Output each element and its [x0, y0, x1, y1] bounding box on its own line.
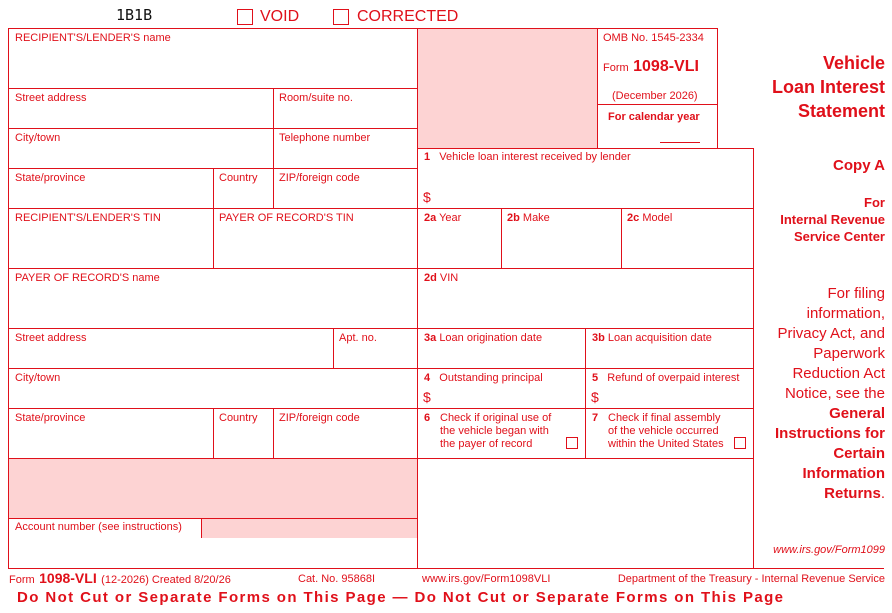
form-name: 1098-VLI: [633, 58, 699, 75]
box3a-label: 3a Loan origination date: [424, 332, 543, 344]
payer-state-label: State/province: [15, 412, 86, 424]
account-number-label: Account number (see instructions): [15, 521, 182, 533]
box7-label: [608, 412, 724, 451]
shaded-area-left: [9, 458, 417, 518]
box1-dollar: $: [423, 189, 431, 205]
void-label: VOID: [260, 8, 300, 25]
revision-date: (December 2026): [612, 90, 698, 102]
title-line: Statement: [797, 101, 885, 121]
form-prefix: Form: [603, 62, 629, 74]
note-line: Certain: [833, 445, 885, 462]
recipient-country-label: Country: [219, 172, 258, 184]
irs-form-url[interactable]: www.irs.gov/Form1099: [773, 544, 885, 556]
box6-checkbox[interactable]: [566, 437, 578, 449]
shaded-area-top: [418, 29, 597, 148]
note-line: Returns.: [824, 485, 885, 502]
title-line: Vehicle: [822, 53, 885, 73]
box2b-label: 2b Make: [507, 212, 550, 224]
footer-url[interactable]: www.irs.gov/Form1098VLI: [422, 573, 551, 585]
payer-zip-label: ZIP/foreign code: [279, 412, 360, 424]
omb-number: OMB No. 1545-2334: [603, 32, 704, 44]
form-code: 1B1B: [116, 6, 153, 24]
telephone-label: Telephone number: [279, 132, 371, 144]
payer-country-label: Country: [219, 412, 258, 424]
calendar-year-label: For calendar year: [608, 111, 700, 123]
box2d-label: 2d VIN: [424, 272, 459, 284]
catalog-number: Cat. No. 95868I: [298, 573, 376, 585]
payer-name-label: PAYER OF RECORD'S name: [15, 272, 160, 284]
note-line: Privacy Act, and: [777, 325, 885, 342]
footer-created: (12-2026) Created 8/20/26: [101, 574, 231, 586]
note-line: Notice, see the: [784, 385, 885, 402]
recipient-state-label: State/province: [15, 172, 86, 184]
form-id-header: [603, 58, 699, 76]
payer-tin-label: PAYER OF RECORD'S TIN: [219, 212, 354, 224]
box6-label: [440, 412, 551, 451]
department-label: Department of the Treasury - Internal Revenue Service: [617, 573, 885, 585]
copy-label: Copy A: [833, 157, 885, 174]
box2a-label: 2a Year: [424, 212, 462, 224]
box7-line: of the vehicle occurred: [608, 425, 719, 437]
note-line: Reduction Act: [792, 365, 885, 382]
recipient-name-label: RECIPIENT'S/LENDER'S name: [15, 32, 171, 44]
void-checkbox[interactable]: [237, 9, 253, 25]
dest-line: Internal Revenue: [780, 212, 885, 227]
payer-street-label: Street address: [15, 332, 87, 344]
box3b-label: 3b Loan acquisition date: [592, 332, 712, 344]
recipient-zip-label: ZIP/foreign code: [279, 172, 360, 184]
footer-form-prefix: Form: [9, 574, 35, 586]
box6-line: Check if original use of: [440, 412, 552, 424]
footer-form-name: 1098-VLI: [39, 570, 97, 586]
note-line: For filing: [827, 285, 885, 302]
form-title: [772, 51, 885, 123]
box4-label: 4 Outstanding principal: [424, 372, 543, 384]
box7-num: 7: [592, 412, 599, 424]
instructions-note: [775, 284, 885, 504]
footer-form-id: [9, 570, 231, 588]
box4-dollar: $: [423, 389, 431, 405]
box6-line: the vehicle began with: [440, 425, 549, 437]
note-line: Information: [802, 465, 885, 482]
note-line: Paperwork: [813, 345, 885, 362]
dest-line: Service Center: [793, 229, 885, 244]
room-suite-label: Room/suite no.: [279, 92, 353, 104]
box2c-label: 2c Model: [627, 212, 673, 224]
note-line: information,: [806, 305, 885, 322]
box7-line: Check if final assembly: [608, 412, 721, 424]
recipient-city-label: City/town: [15, 132, 61, 144]
copy-destination: [780, 194, 885, 245]
dest-line: For: [864, 195, 885, 210]
box6-line: the payer of record: [440, 438, 533, 450]
note-line: Instructions for: [774, 425, 885, 442]
do-not-cut-warning: Do Not Cut or Separate Forms on This Page — Do Not Cut or Separate Forms on This Page: [17, 589, 785, 606]
recipient-street-label: Street address: [15, 92, 87, 104]
box1-label: 1 Vehicle loan interest received by lender: [424, 151, 631, 163]
payer-city-label: City/town: [15, 372, 61, 384]
box6-num: 6: [424, 412, 431, 424]
box7-line: within the United States: [608, 438, 724, 450]
box5-label: 5 Refund of overpaid interest: [592, 372, 740, 384]
recipient-tin-label: RECIPIENT'S/LENDER'S TIN: [15, 212, 161, 224]
note-line: General: [829, 405, 885, 422]
account-shade: [201, 518, 417, 538]
title-line: Loan Interest: [771, 77, 885, 97]
box7-checkbox[interactable]: [734, 437, 746, 449]
corrected-checkbox[interactable]: [333, 9, 349, 25]
apt-label: Apt. no.: [339, 332, 377, 344]
corrected-label: CORRECTED: [357, 8, 459, 25]
box5-dollar: $: [591, 389, 599, 405]
